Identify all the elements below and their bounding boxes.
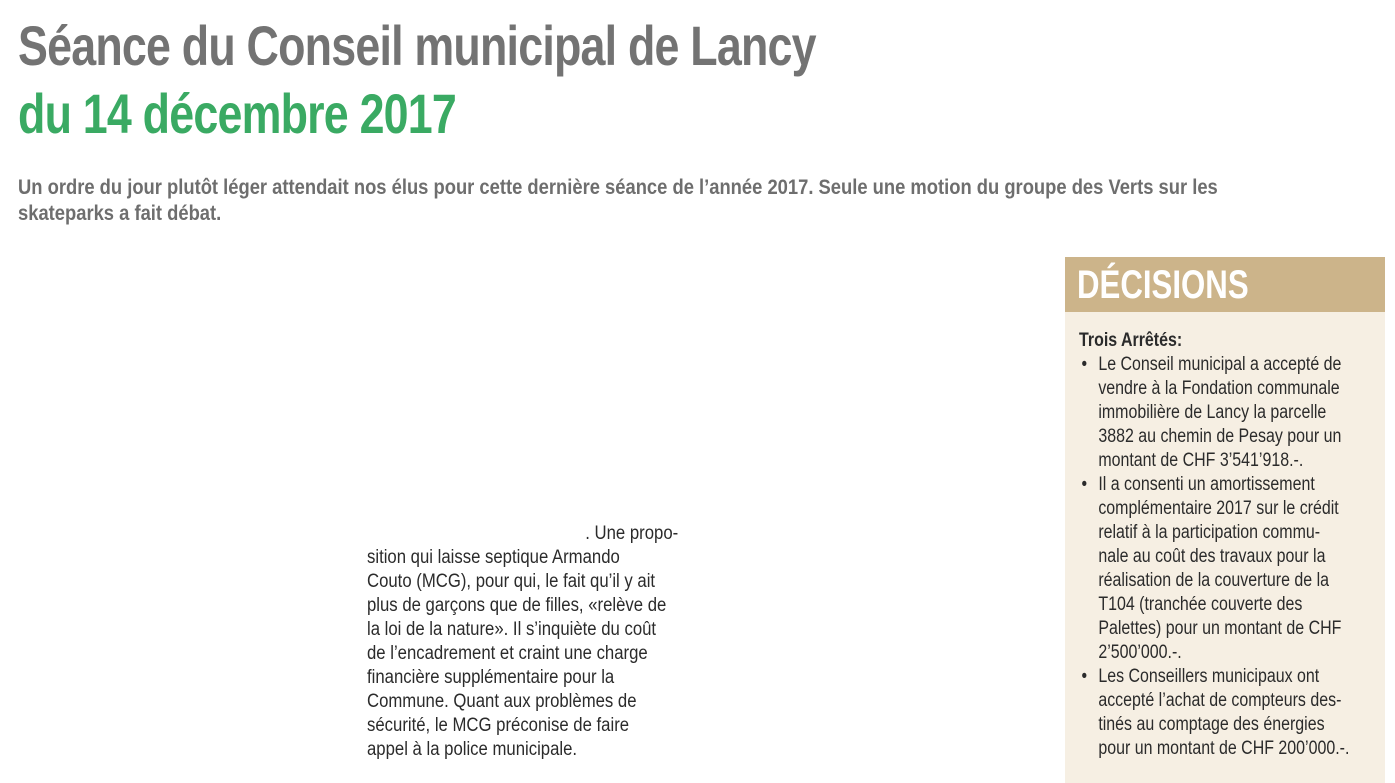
decision-line: tinés au comptage des énergies [1098,714,1325,735]
decision-item [1079,665,1381,761]
decisions-header [1065,257,1385,312]
decision-line: nale au coût des travaux pour la [1098,546,1326,567]
decision-line: 3882 au chemin de Pesay pour un [1098,426,1342,447]
bullet-dot-icon: • [1081,354,1088,375]
article-line: plus de garçons que de filles, «relève de [367,595,667,616]
decisions-sidebar [1065,257,1385,783]
decisions-body [1079,329,1381,761]
decision-line: Les Conseillers municipaux ont [1098,666,1320,687]
decision-line: réalisation de la couverture de la [1098,570,1329,591]
decision-line: montant de CHF 3’541’918.-. [1098,450,1304,471]
lead-line-2: skateparks a fait débat. [18,202,222,225]
decision-item [1079,473,1381,665]
article-line: sécurité, le MCG préconise de faire [367,715,630,736]
decision-line: T104 (tranchée couverte des [1098,594,1303,615]
decision-item [1079,353,1381,473]
decisions-list [1079,353,1381,761]
article-line: la loi de la nature». Il s’inquiète du coût [367,619,657,640]
article-line: financière supplémentaire pour la [367,667,615,688]
page-title-line1: Séance du Conseil municipal de Lancy [18,14,816,77]
decision-line: Le Conseil municipal a accepté de [1098,354,1342,375]
lead-paragraph [18,175,1296,227]
article-line: appel à la police municipale. [367,739,578,760]
decision-line: vendre à la Fondation communale [1098,378,1340,399]
decision-line: Il a consenti un amortissement [1098,474,1315,495]
decisions-subhead: Trois Arrêtés: [1079,330,1183,351]
decision-line: immobilière de Lancy la parcelle [1098,402,1327,423]
decision-line: accepté l’achat de compteurs des- [1098,690,1342,711]
decision-line: Palettes) pour un montant de CHF [1098,618,1342,639]
article-body [367,522,684,762]
article-line: Commune. Quant aux problèmes de [367,691,637,712]
decision-line: relatif à la participation commu- [1098,522,1321,543]
decision-line: complémentaire 2017 sur le crédit [1098,498,1339,519]
decision-line: pour un montant de CHF 200’000.-. [1098,738,1350,759]
lead-line-1: Un ordre du jour plutôt léger attendait nos élus pour cette dernière séance de l’année 2017. Seule une motion du groupe des Verts sur les [18,176,1218,199]
bullet-dot-icon: • [1081,474,1088,495]
article-line: de l’encadrement et craint une charge [367,643,648,664]
decision-line: 2’500’000.-. [1098,642,1182,663]
decisions-title: DÉCISIONS [1077,263,1249,307]
article-line: Couto (MCG), pour qui, le fait qu’il y ait [367,571,656,592]
page-title-date: du 14 décembre 2017 [18,82,457,145]
article-line: sition qui laisse septique Armando [367,547,620,568]
article-line: . Une propo- [585,523,679,544]
bullet-dot-icon: • [1081,666,1088,687]
